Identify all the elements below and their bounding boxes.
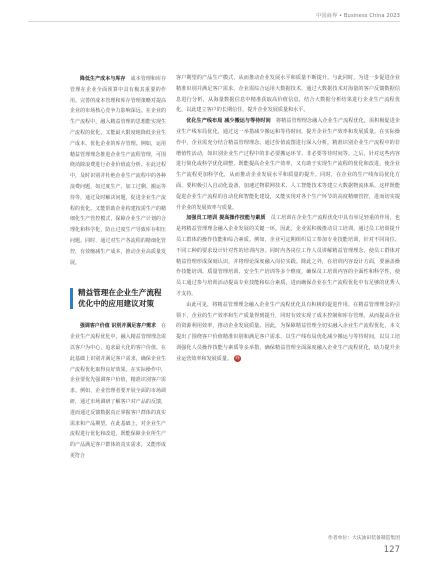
paragraph-text-cost-inventory: 成本管理和库存管理在企业全面预算中具有极其重要的作用。完善的成本管理和库存管理策略对提高企业的市场核心竞争力影响深远。在企业的生产流程中，融入精益管理的思想能实现生产流程的优化，又能最大限度地降低企业生产成本、优化企业的库存管理。例如，运用精益管理理念推进企业生产流程管理，可围绕消除浪费进行企业价值流分析。在此过程中，及时识别并杜绝企业生产流程中的各种浪费问题，如过度生产、加工过剩、搬运等待等，通过及时解决问题，促进企业生产流程的优化。又能帮助企业构建按需生产的精细化生产管控模式，保障企业生产计划的合理化和科学化，防止过度生产导致库存积压问题。同时，通过对生产各流程的精细化管控，有效缩减生产成本，推动企业高质量发展。: [70, 76, 167, 266]
paragraph-text-customer-value: 在企业生产流程优化中，融入精益管理理念需以客户为中心，追求最大化的客户价值。在此基础上识别并满足客户需求，确保企业生产流程优化取得良好效果。在实际操作中，企业要优先强调客户价值，精准识别客户需求。例如，企业管理者要开展全面的市场调研，通过市场调研了解客户对产品的反馈，进而通过反馈数据真正掌握客户群体的真实需求和产品期望。在此基础上，对企业生产流程进行优化和改进，既能保障企业所生产的产品满足客户群体的真实需求，又能形成更符合: [70, 323, 167, 459]
section-heading: [70, 287, 166, 309]
header-divider: [28, 21, 400, 22]
page-number: 127: [383, 545, 400, 555]
section-heading-accent-bar: [70, 288, 73, 309]
paragraph-lead-cost-inventory: 降低生产成本与库存: [79, 76, 126, 82]
paragraph-text-conclusion: 由此可见，将精益管理理念融入企业生产流程优化具有积极的促进作用。在精益管理理念的引领下，企业的生产效率和生产质量得到提升，同时有效实现了成本控制和库存管理，从而提高企业的资源利用效率，推动企业发展质量。因此，为保障精益管理全切实融入企业生产流程优化，本文提出了围绕客户价值精准识别和满足客户需求、以生产线布局优化减少搬运与等待时间，以员工培训强化人员操作技能与素质等多举措，确保精益管理全面深度融入企业生产流程优化，助力提升企业运营效率和发展质量。: [176, 301, 400, 362]
paragraph-customer-value-continued: 客户期望的产品生产模式，从而推动企业发展水平和质量不断提升。与此同时，为进一步促进企业精准识别并满足客户需求，企业需综合运用大数据技术，通过大数据技术对海量的客户反馈数据信息进行分析，从海量数据信息中精准获取高价值信息，结合大数据分析结果进行企业生产流程优化，以此建立客户的长期信任，提升企业发展质量和水平。: [176, 75, 400, 114]
article-end-mark-icon: 商: [235, 355, 240, 361]
paragraph-lead-staff-training: 加强员工培训 提高操作技能与素质: [186, 215, 266, 222]
paragraph-customer-value: [70, 321, 166, 461]
paragraph-text-staff-training: 员工培训在企业生产流程优化中具有举足轻重的作用，也是将精益管理理念融入企业发展的关键一环。因此，企业需积极推动员工培训，通过员工培训提升员工群体的操作技能和综合素质。例如，企业可定期组织员工参加专业技能培训，针对不同岗位、不同工种的要求设计针对性的培训内容。同时内各岗位工作人员讲解精益管理理念，使员工群体对精益管理形成深刻认识，并将理论深度融入岗位实践。除此之外，在培训内容设计方面，要涵盖操作技能培训、质量管理培训、安全生产培训等多个维度，确保员工培训内容的全面性和科学性，使员工通过参与培训活动提高专业技能和综合素质，进而确保企业在生产流程优化中有足够的优秀人才支持。: [176, 215, 400, 297]
right-column: [176, 73, 400, 365]
author-affiliation: 作者单位：大庆油田装备制造集团: [328, 536, 400, 541]
paragraph-cost-inventory: [70, 74, 166, 268]
left-column: [70, 74, 166, 462]
paragraph-lead-production-layout: 优化生产线布局 减少搬运与等待时间: [186, 118, 271, 125]
paragraph-staff-training: [176, 213, 400, 299]
paragraph-production-layout: [176, 116, 400, 213]
paragraph-lead-customer-value: 强调客户价值 识别并满足客户需求: [79, 323, 157, 330]
section-heading-text: 精益管理在企业生产流程优化中的应用建议对策: [78, 288, 162, 309]
paragraph-text-production-layout: 将精益管理理念融入企业生产流程优化，需积极促进企业生产线布局优化，通过这一举措减少搬运和等待时间，提升企业生产效率和发展质量。在实际操作中，企业需充分结合精益管理理念，通过价值流图进行深入分析，精准识别企业生产流程中的非增值性活动，如识别企业生产过程中的非必要搬运环节、非必要等待时间等。之后，针对这些内容进行简化或科学优化调整，既能提高企业生产效率，又有助于实现生产流程的优化和改进。使企业生产流程更加科学化，从而推动企业发展水平和质量的提升。同时，在企业的生产线布局优化方面，要积极引入自动化设备，加速过物联网技术、人工智能技术等建立大数据物流体系。这样既能促进企业生产流程的自动化和智能化建设，又能实现对各个生产环节的高度精细管控，进而切实提升企业的发展效率与质量。: [176, 118, 400, 211]
paragraph-conclusion: [176, 300, 400, 365]
magazine-header: 中国商界 • Business China 2023: [316, 13, 400, 19]
